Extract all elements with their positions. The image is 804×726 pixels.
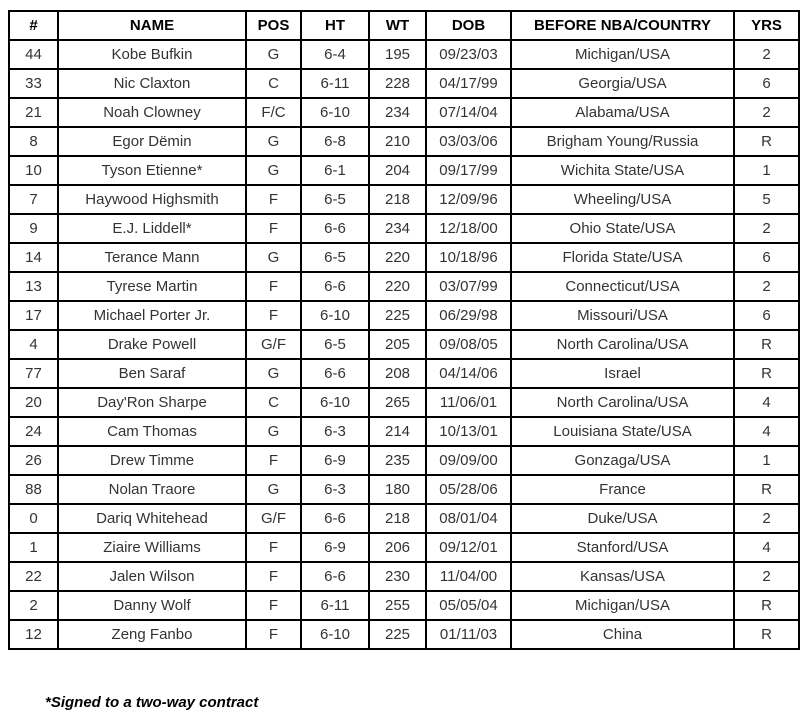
cell-name: Danny Wolf xyxy=(58,591,246,620)
cell-dob: 06/29/98 xyxy=(426,301,511,330)
cell-ht: 6-1 xyxy=(301,156,369,185)
cell-name: Cam Thomas xyxy=(58,417,246,446)
cell-yrs: 2 xyxy=(734,214,799,243)
cell-yrs: 1 xyxy=(734,156,799,185)
cell-ht: 6-10 xyxy=(301,620,369,649)
cell-pos: F xyxy=(246,591,301,620)
cell-before-nba-country: Brigham Young/Russia xyxy=(511,127,734,156)
cell-pos: G/F xyxy=(246,330,301,359)
cell-number: 1 xyxy=(9,533,58,562)
cell-ht: 6-10 xyxy=(301,388,369,417)
cell-dob: 12/09/96 xyxy=(426,185,511,214)
cell-ht: 6-3 xyxy=(301,475,369,504)
cell-ht: 6-6 xyxy=(301,562,369,591)
column-header-pos: POS xyxy=(246,11,301,40)
cell-before-nba-country: Missouri/USA xyxy=(511,301,734,330)
cell-dob: 10/18/96 xyxy=(426,243,511,272)
cell-number: 9 xyxy=(9,214,58,243)
cell-wt: 220 xyxy=(369,272,426,301)
cell-number: 88 xyxy=(9,475,58,504)
roster-table xyxy=(8,10,800,650)
cell-pos: F xyxy=(246,533,301,562)
cell-dob: 09/17/99 xyxy=(426,156,511,185)
table-row xyxy=(9,185,799,214)
cell-wt: 255 xyxy=(369,591,426,620)
cell-before-nba-country: Stanford/USA xyxy=(511,533,734,562)
cell-name: Day'Ron Sharpe xyxy=(58,388,246,417)
cell-before-nba-country: Michigan/USA xyxy=(511,40,734,69)
cell-yrs: 6 xyxy=(734,301,799,330)
cell-ht: 6-9 xyxy=(301,446,369,475)
cell-pos: F xyxy=(246,214,301,243)
cell-dob: 05/05/04 xyxy=(426,591,511,620)
cell-name: Drake Powell xyxy=(58,330,246,359)
cell-name: E.J. Liddell* xyxy=(58,214,246,243)
cell-ht: 6-4 xyxy=(301,40,369,69)
table-row xyxy=(9,620,799,649)
cell-number: 14 xyxy=(9,243,58,272)
cell-before-nba-country: China xyxy=(511,620,734,649)
cell-wt: 205 xyxy=(369,330,426,359)
cell-pos: F xyxy=(246,272,301,301)
cell-before-nba-country: Wheeling/USA xyxy=(511,185,734,214)
cell-before-nba-country: Florida State/USA xyxy=(511,243,734,272)
table-row xyxy=(9,475,799,504)
cell-name: Michael Porter Jr. xyxy=(58,301,246,330)
cell-wt: 228 xyxy=(369,69,426,98)
table-row xyxy=(9,69,799,98)
cell-before-nba-country: France xyxy=(511,475,734,504)
table-row xyxy=(9,214,799,243)
cell-dob: 03/07/99 xyxy=(426,272,511,301)
table-row xyxy=(9,40,799,69)
cell-ht: 6-11 xyxy=(301,69,369,98)
cell-number: 24 xyxy=(9,417,58,446)
cell-name: Terance Mann xyxy=(58,243,246,272)
cell-name: Noah Clowney xyxy=(58,98,246,127)
cell-ht: 6-6 xyxy=(301,214,369,243)
cell-name: Egor Dëmin xyxy=(58,127,246,156)
cell-dob: 11/06/01 xyxy=(426,388,511,417)
cell-name: Dariq Whitehead xyxy=(58,504,246,533)
table-row xyxy=(9,446,799,475)
cell-yrs: 6 xyxy=(734,69,799,98)
table-row xyxy=(9,504,799,533)
cell-number: 20 xyxy=(9,388,58,417)
cell-name: Ziaire Williams xyxy=(58,533,246,562)
cell-yrs: 2 xyxy=(734,562,799,591)
cell-name: Haywood Highsmith xyxy=(58,185,246,214)
cell-before-nba-country: Kansas/USA xyxy=(511,562,734,591)
cell-number: 33 xyxy=(9,69,58,98)
cell-wt: 180 xyxy=(369,475,426,504)
cell-wt: 230 xyxy=(369,562,426,591)
cell-wt: 206 xyxy=(369,533,426,562)
cell-name: Zeng Fanbo xyxy=(58,620,246,649)
cell-ht: 6-5 xyxy=(301,185,369,214)
cell-ht: 6-5 xyxy=(301,330,369,359)
cell-number: 26 xyxy=(9,446,58,475)
column-header-dob: DOB xyxy=(426,11,511,40)
cell-dob: 05/28/06 xyxy=(426,475,511,504)
cell-number: 44 xyxy=(9,40,58,69)
cell-ht: 6-8 xyxy=(301,127,369,156)
cell-yrs: 5 xyxy=(734,185,799,214)
cell-pos: F xyxy=(246,446,301,475)
cell-wt: 210 xyxy=(369,127,426,156)
cell-number: 22 xyxy=(9,562,58,591)
cell-before-nba-country: Israel xyxy=(511,359,734,388)
cell-before-nba-country: North Carolina/USA xyxy=(511,388,734,417)
cell-wt: 225 xyxy=(369,301,426,330)
cell-before-nba-country: Louisiana State/USA xyxy=(511,417,734,446)
cell-yrs: R xyxy=(734,620,799,649)
column-header-ht: HT xyxy=(301,11,369,40)
cell-name: Kobe Bufkin xyxy=(58,40,246,69)
cell-wt: 204 xyxy=(369,156,426,185)
cell-yrs: 4 xyxy=(734,388,799,417)
cell-yrs: R xyxy=(734,475,799,504)
cell-dob: 09/08/05 xyxy=(426,330,511,359)
cell-wt: 225 xyxy=(369,620,426,649)
cell-dob: 01/11/03 xyxy=(426,620,511,649)
table-row xyxy=(9,127,799,156)
cell-yrs: 2 xyxy=(734,504,799,533)
cell-ht: 6-10 xyxy=(301,98,369,127)
cell-pos: G xyxy=(246,359,301,388)
table-body xyxy=(9,40,799,649)
cell-ht: 6-10 xyxy=(301,301,369,330)
cell-pos: G xyxy=(246,417,301,446)
cell-dob: 12/18/00 xyxy=(426,214,511,243)
table-row xyxy=(9,301,799,330)
cell-number: 8 xyxy=(9,127,58,156)
cell-wt: 208 xyxy=(369,359,426,388)
cell-name: Tyson Etienne* xyxy=(58,156,246,185)
cell-yrs: 1 xyxy=(734,446,799,475)
cell-wt: 265 xyxy=(369,388,426,417)
cell-number: 17 xyxy=(9,301,58,330)
header-row xyxy=(9,11,799,40)
cell-dob: 11/04/00 xyxy=(426,562,511,591)
cell-pos: F/C xyxy=(246,98,301,127)
cell-before-nba-country: Alabama/USA xyxy=(511,98,734,127)
column-header-name: NAME xyxy=(58,11,246,40)
cell-dob: 09/09/00 xyxy=(426,446,511,475)
cell-pos: F xyxy=(246,620,301,649)
cell-yrs: 4 xyxy=(734,417,799,446)
cell-before-nba-country: Connecticut/USA xyxy=(511,272,734,301)
cell-wt: 234 xyxy=(369,98,426,127)
cell-yrs: 2 xyxy=(734,40,799,69)
cell-dob: 09/12/01 xyxy=(426,533,511,562)
table-row xyxy=(9,388,799,417)
table-row xyxy=(9,98,799,127)
cell-dob: 09/23/03 xyxy=(426,40,511,69)
cell-before-nba-country: Michigan/USA xyxy=(511,591,734,620)
cell-wt: 235 xyxy=(369,446,426,475)
cell-pos: G xyxy=(246,40,301,69)
cell-name: Nolan Traore xyxy=(58,475,246,504)
column-header-before-nba-country: BEFORE NBA/COUNTRY xyxy=(511,11,734,40)
cell-before-nba-country: Georgia/USA xyxy=(511,69,734,98)
cell-pos: F xyxy=(246,185,301,214)
cell-wt: 214 xyxy=(369,417,426,446)
cell-ht: 6-6 xyxy=(301,272,369,301)
cell-pos: C xyxy=(246,69,301,98)
cell-pos: C xyxy=(246,388,301,417)
cell-before-nba-country: Ohio State/USA xyxy=(511,214,734,243)
cell-dob: 10/13/01 xyxy=(426,417,511,446)
cell-ht: 6-11 xyxy=(301,591,369,620)
cell-number: 4 xyxy=(9,330,58,359)
cell-before-nba-country: Duke/USA xyxy=(511,504,734,533)
cell-name: Jalen Wilson xyxy=(58,562,246,591)
cell-dob: 07/14/04 xyxy=(426,98,511,127)
table-header xyxy=(9,11,799,40)
cell-name: Nic Claxton xyxy=(58,69,246,98)
cell-wt: 195 xyxy=(369,40,426,69)
cell-name: Tyrese Martin xyxy=(58,272,246,301)
cell-wt: 218 xyxy=(369,504,426,533)
cell-wt: 234 xyxy=(369,214,426,243)
cell-number: 77 xyxy=(9,359,58,388)
cell-pos: F xyxy=(246,562,301,591)
cell-pos: F xyxy=(246,301,301,330)
cell-name: Drew Timme xyxy=(58,446,246,475)
table-row xyxy=(9,533,799,562)
cell-yrs: 2 xyxy=(734,98,799,127)
table-row xyxy=(9,330,799,359)
cell-yrs: R xyxy=(734,330,799,359)
cell-yrs: R xyxy=(734,591,799,620)
cell-number: 7 xyxy=(9,185,58,214)
table-row xyxy=(9,562,799,591)
two-way-contract-footnote: *Signed to a two-way contract xyxy=(45,694,259,711)
table-row xyxy=(9,417,799,446)
cell-number: 0 xyxy=(9,504,58,533)
column-header-number: # xyxy=(9,11,58,40)
table-row xyxy=(9,272,799,301)
cell-ht: 6-6 xyxy=(301,504,369,533)
cell-number: 10 xyxy=(9,156,58,185)
cell-ht: 6-6 xyxy=(301,359,369,388)
cell-wt: 220 xyxy=(369,243,426,272)
cell-pos: G xyxy=(246,156,301,185)
cell-pos: G xyxy=(246,475,301,504)
cell-ht: 6-9 xyxy=(301,533,369,562)
cell-yrs: R xyxy=(734,359,799,388)
cell-number: 13 xyxy=(9,272,58,301)
column-header-yrs: YRS xyxy=(734,11,799,40)
table-row xyxy=(9,243,799,272)
cell-dob: 04/14/06 xyxy=(426,359,511,388)
cell-name: Ben Saraf xyxy=(58,359,246,388)
cell-yrs: 6 xyxy=(734,243,799,272)
cell-number: 21 xyxy=(9,98,58,127)
cell-before-nba-country: North Carolina/USA xyxy=(511,330,734,359)
cell-number: 12 xyxy=(9,620,58,649)
cell-ht: 6-5 xyxy=(301,243,369,272)
cell-number: 2 xyxy=(9,591,58,620)
table-row xyxy=(9,359,799,388)
table-row xyxy=(9,591,799,620)
cell-dob: 08/01/04 xyxy=(426,504,511,533)
cell-before-nba-country: Wichita State/USA xyxy=(511,156,734,185)
cell-wt: 218 xyxy=(369,185,426,214)
cell-before-nba-country: Gonzaga/USA xyxy=(511,446,734,475)
cell-dob: 04/17/99 xyxy=(426,69,511,98)
cell-yrs: R xyxy=(734,127,799,156)
cell-pos: G xyxy=(246,127,301,156)
column-header-wt: WT xyxy=(369,11,426,40)
cell-ht: 6-3 xyxy=(301,417,369,446)
cell-pos: G xyxy=(246,243,301,272)
table-row xyxy=(9,156,799,185)
cell-pos: G/F xyxy=(246,504,301,533)
cell-dob: 03/03/06 xyxy=(426,127,511,156)
cell-yrs: 4 xyxy=(734,533,799,562)
cell-yrs: 2 xyxy=(734,272,799,301)
